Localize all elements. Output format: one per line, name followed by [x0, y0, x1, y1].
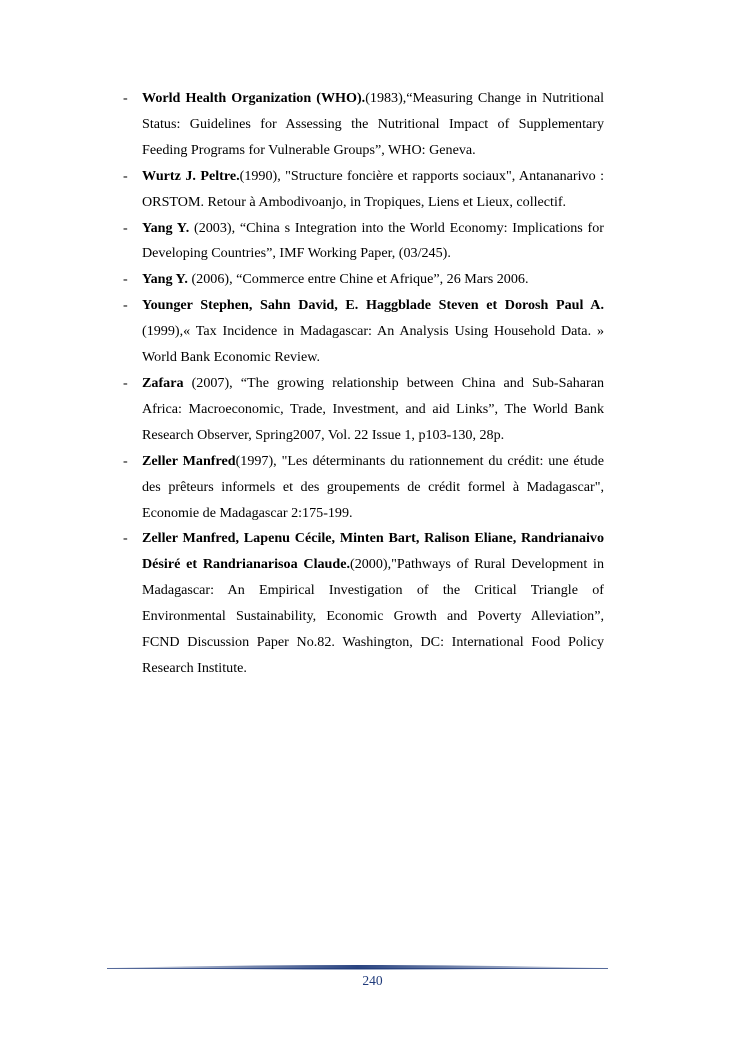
entry-author: Zeller Manfred, Lapenu Cécile, Minten Bart, Ralison Eliane, Randrianaivo Désiré et Randrianarisoa Claude.: [142, 530, 604, 573]
entry-author: Zeller Manfred: [142, 452, 236, 469]
bibliography-entry: [118, 293, 604, 371]
entry-text: (1997), "Les déterminants du rationnement du crédit: une étude des prêteurs informels et des groupements de crédit formel à Madagascar", Economie de Madagascar 2:175-199.: [142, 452, 604, 521]
list-dash: -: [123, 374, 128, 391]
list-dash: -: [123, 297, 128, 314]
entry-text: (2007), “The growing relationship between China and Sub-Saharan Africa: Macroeconomic, Trade, Investment, and aid Links”, The World Bank Research Observer, Spring2007, Vol. 22 Issue 1, p103-130, 28p.: [142, 374, 604, 443]
entry-author: Wurtz J. Peltre.: [142, 167, 240, 184]
entry-author: Younger Stephen, Sahn David, E. Haggblade Steven et Dorosh Paul A.: [142, 297, 604, 314]
list-dash: -: [123, 219, 128, 236]
entry-text: (1983),“Measuring Change in Nutritional Status: Guidelines for Assessing the Nutritional Impact of Supplementary Feeding Programs for Vulnerable Groups”, WHO: Geneva.: [142, 90, 605, 158]
entry-text: (2003), “China s Integration into the World Economy: Implications for Developing Countries”, IMF Working Paper, (03/245).: [142, 219, 604, 262]
page-number: 240: [362, 973, 383, 988]
bibliography-entry: [118, 449, 604, 527]
entry-text: (1990), "Structure foncière et rapports sociaux", Antananarivo : ORSTOM. Retour à Ambodivoanjo, in Tropiques, Liens et Lieux, collectif.: [142, 167, 604, 210]
list-dash: -: [123, 167, 128, 184]
bibliography-list: [118, 86, 604, 682]
entry-author: Yang Y.: [142, 271, 188, 288]
bibliography-entry: [118, 371, 604, 449]
bibliography-entry: [118, 526, 604, 681]
entry-author: Zafara: [142, 374, 184, 391]
entry-text: (1999),« Tax Incidence in Madagascar: An Analysis Using Household Data. » World Bank Economic Review.: [142, 323, 604, 366]
list-dash: -: [123, 271, 128, 288]
bibliography-entry: [118, 164, 604, 216]
list-dash: -: [123, 530, 128, 547]
bibliography-entry: [118, 216, 604, 268]
bibliography-entry: [118, 267, 604, 293]
entry-author: Yang Y.: [142, 219, 190, 236]
entry-text: (2000),"Pathways of Rural Development in Madagascar: An Empirical Investigation of the Critical Triangle of Environmental Sustainability, Economic Growth and Poverty Alleviation”, FCND Discussion Paper No.82. Washington, DC: International Food Policy Research Institute.: [142, 556, 604, 676]
entry-author: World Health Organization (WHO).: [142, 90, 366, 106]
list-dash: -: [123, 452, 128, 469]
bibliography-entry: [118, 86, 604, 164]
entry-text: (2006), “Commerce entre Chine et Afrique”, 26 Mars 2006.: [187, 271, 529, 288]
list-dash: -: [123, 90, 128, 106]
